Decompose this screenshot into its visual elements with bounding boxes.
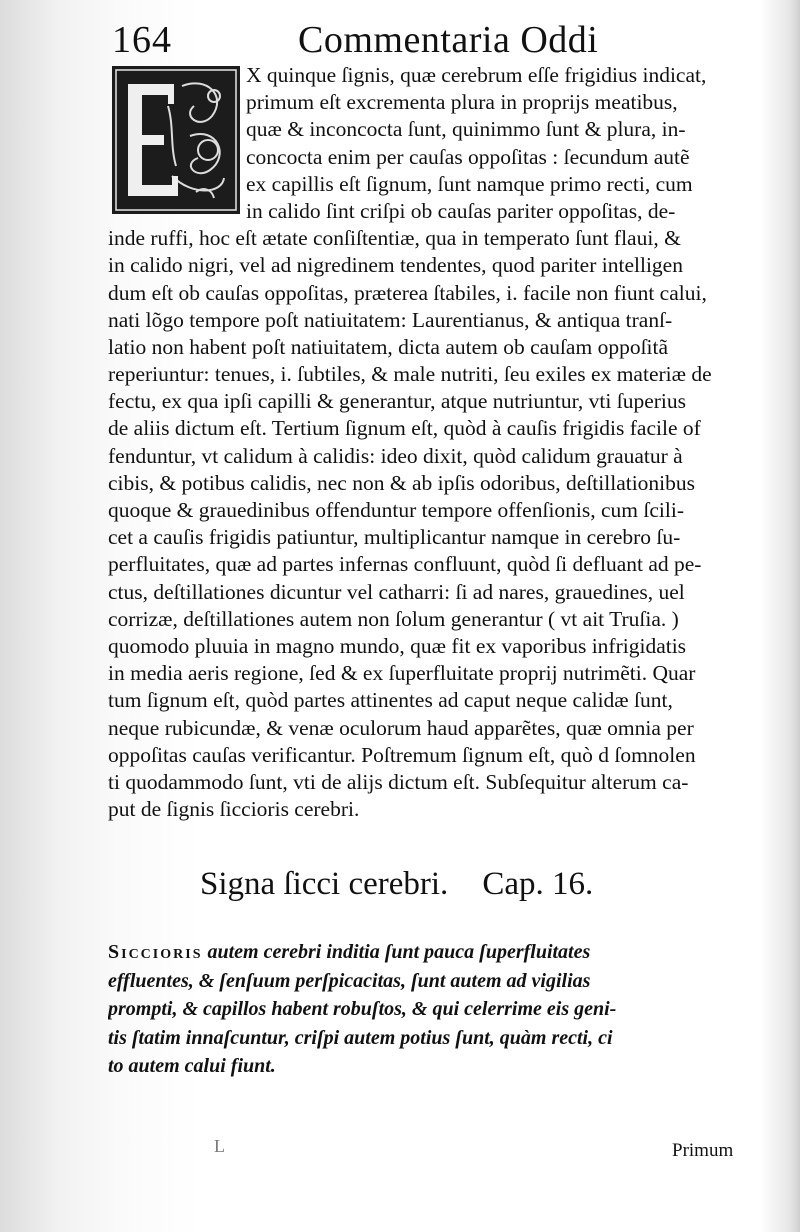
signature-mark: L <box>214 1136 225 1156</box>
text-line: X quinque ſignis, quæ cerebrum eſſe frigidius indicat, <box>246 63 707 87</box>
text-line: neque rubicundæ, & venæ oculorum haud apparẽtes, quæ omnia per <box>108 715 694 740</box>
text-line: nati lõgo tempore poſt natiuitatem: Laurentianus, & antiqua tranſ- <box>108 307 673 332</box>
italic-text-line: effluentes, & ſenſuum perſpicacitas, ſunt autem ad vigilias <box>108 969 591 992</box>
chapter-number: Cap. 16. <box>482 866 594 902</box>
text-line: inde ruffi, hoc eſt ætate conſiſtentiæ, qua in temperato ſunt flaui, & <box>108 226 681 251</box>
text-line: in media aeris regione, ſed & ex ſuperfluitate proprij nutrimẽti. Quar <box>108 661 696 686</box>
page-header <box>108 12 758 68</box>
italic-text-line: tis ſtatim innaſcuntur, criſpi autem potius ſunt, quàm recti, ci <box>108 1026 613 1049</box>
text-line: perfluitates, quæ ad partes infernas confluunt, quòd ſi defluant ad pe- <box>108 552 702 577</box>
page-number: 164 <box>112 19 172 61</box>
text-line: fectu, ex qua ipſi capilli & generantur, atque nutriuntur, vti ſuperius <box>108 389 687 414</box>
text-line: dum eſt ob cauſas oppoſitas, præterea ſtabiles, i. facile non fiunt calui, <box>108 280 707 305</box>
text-line: oppoſitas cauſas verificantur. Poſtremum ſignum eſt, quò d ſomnolen <box>108 742 696 767</box>
text-line: in calido ſint criſpi ob cauſas pariter oppoſitas, de- <box>246 198 676 223</box>
text-line: de aliis dictum eſt. Tertium ſignum eſt, quòd à cauſis frigidis facile of <box>108 416 701 441</box>
italic-text-line: to autem calui fiunt. <box>108 1055 276 1077</box>
text-line: cibis, & potibus calidis, nec non & ab ipſis odoribus, deſtillationibus <box>108 470 696 495</box>
running-title: Commentaria Oddi <box>298 19 599 61</box>
svg-text:E: E <box>176 156 177 157</box>
text-line: quomodo pluuia in magno mundo, quæ fit ex vaporibus infrigidatis <box>108 633 687 658</box>
text-line: ctus, deſtillationes dicuntur vel catharri: ſi ad nares, grauedines, uel <box>108 579 685 604</box>
italic-text-line <box>108 938 760 967</box>
text-line: concocta enim per cauſas oppoſitas : ſecundum autẽ <box>246 144 690 169</box>
text-line: reperiuntur: tenues, i. ſubtiles, & male nutriti, ſeu exiles ex materiæ de <box>108 362 712 387</box>
text-line: corrizæ, deſtillationes autem non ſolum generantur ( vt ait Truſia. ) <box>108 606 679 631</box>
text-line: cet a cauſis frigidis patiuntur, multiplicantur namque in cerebro ſu- <box>108 525 681 550</box>
bleed-through-margin <box>0 168 110 263</box>
chapter-text <box>108 938 760 1081</box>
catchword: Primum <box>672 1140 734 1161</box>
chapter-heading <box>200 866 760 903</box>
text-line: tum ſignum eſt, quòd partes attinentes ad caput neque calidæ ſunt, <box>108 688 673 713</box>
chapter-title: Signa ſicci cerebri. <box>200 866 449 902</box>
text-line: primum eſt excrementa plura in proprijs meatibus, <box>246 90 678 115</box>
italic-text-line: prompti, & capillos habent robuſtos, & qui celerrime eis geni- <box>108 998 617 1020</box>
text-line: latio non habent poſt natiuitatem, dicta autem ob cauſam oppoſitã <box>108 334 669 359</box>
text-line: ti quodammodo ſunt, vti de alijs dictum eſt. Subſequitur alterum ca- <box>108 769 689 794</box>
chapter-first-word: Siccioris <box>108 941 203 963</box>
text-line: in calido nigri, vel ad nigredinem tendentes, quod pariter intelligen <box>108 253 683 278</box>
text-line: quoque & grauedinibus offenduntur tempore offenſionis, cum ſcili- <box>108 498 684 522</box>
text-line: put de ſignis ſiccioris cerebri. <box>108 797 360 822</box>
commentary-body <box>108 62 760 823</box>
text-line: ex capillis eſt ſignum, ſunt namque primo recti, cum <box>246 171 693 196</box>
text-line: quæ & inconcocta ſunt, quinimmo ſunt & plura, in- <box>246 117 686 142</box>
text-line: fenduntur, vt calidum à calidis: ideo dixit, quòd calidum grauatur à <box>108 443 683 468</box>
italic-text-segment: autem cerebri inditia ſunt pauca ſuperfluitates <box>202 941 591 963</box>
